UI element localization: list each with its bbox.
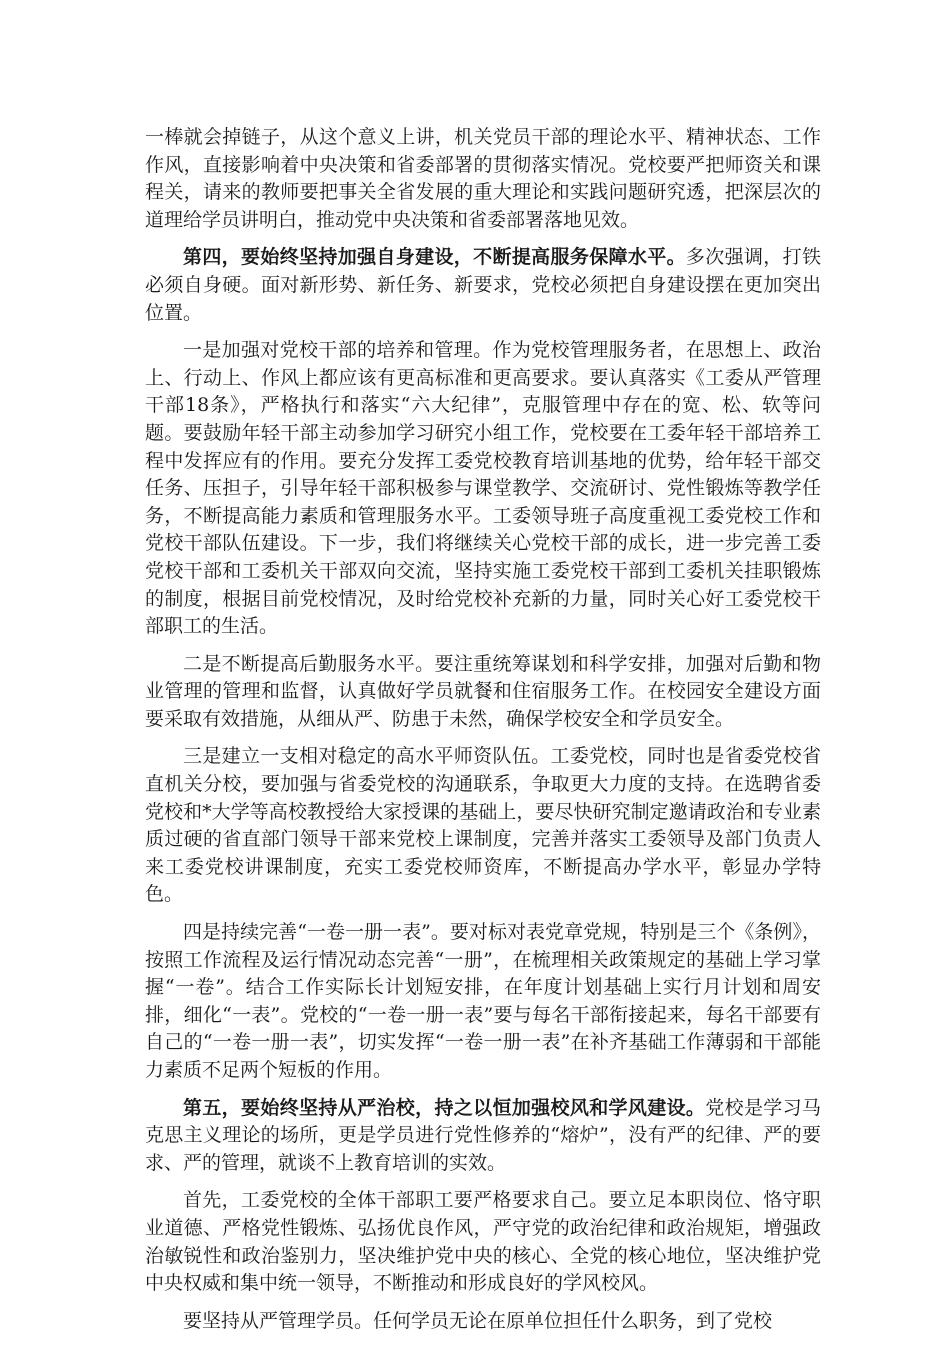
paragraph-5 [145, 743, 821, 909]
paragraph-7 [145, 1095, 821, 1178]
paragraph-8 [145, 1187, 821, 1297]
paragraph-body: 党校是学习马克思主义理论的场所，更是学员进行党性修养的“熔炉”，没有严的纪律、严的要求、严的管理，就谈不上教育培训的实效。 [145, 1096, 821, 1174]
paragraph-body: 一是加强对党校干部的培养和管理。作为党校管理服务者，在思想上、政治上、行动上、作风上都应该有更高标准和更高要求。要认真落实《工委从严管理干部18条》，严格执行和落实“六大纪律”，克服管理中存在的宽、松、软等问题。要鼓励年轻干部主动参加学习研究小组工作，党校要在工委年轻干部培养工程中发挥应有的作用。要充分发挥工委党校教育培训基地的优势，给年轻干部交任务、压担子，引导年轻干部积极参与课堂教学、交流研讨、党性锻炼等教学任务，不断提高能力素质和管理服务水平。工委领导班子高度重视工委党校工作和党校干部队伍建设。下一步，我们将继续关心党校干部的成长，进一步完善工委党校干部和工委机关干部双向交流，坚持实施工委党校干部到工委机关挂职锻炼的制度，根据目前党校情况，及时给党校补充新的力量，同时关心好工委党校干部职工的生活。 [145, 339, 821, 638]
paragraph-body: 一棒就会掉链子，从这个意义上讲，机关党员干部的理论水平、精神状态、工作作风，直接影响着中央决策和省委部署的贯彻落实情况。党校要严把师资关和课程关，请来的教师要把事关全省发展的重大理论和实践问题研究透，把深层次的道理给学员讲明白，推动党中央决策和省委部署落地见效。 [145, 126, 821, 231]
paragraph-4 [145, 651, 821, 734]
paragraph-1 [145, 124, 821, 234]
paragraph-3 [145, 337, 821, 641]
paragraph-6 [145, 919, 821, 1085]
paragraph-9 [145, 1308, 821, 1336]
paragraph-body: 二是不断提高后勤服务水平。要注重统筹谋划和科学安排，加强对后勤和物业管理的管理和监督，认真做好学员就餐和住宿服务工作。在校园安全建设方面要采取有效措施，从细从严、防患于未然，确保学校安全和学员安全。 [145, 652, 821, 730]
paragraph-body: 三是建立一支相对稳定的高水平师资队伍。工委党校，同时也是省委党校省直机关分校，要加强与省委党校的沟通联系，争取更大力度的支持。在选聘省委党校和*大学等高校教授给大家授课的基础上，要尽快研究制定邀请政治和专业素质过硬的省直部门领导干部来党校上课制度，完善并落实工委领导及部门负责人来工委党校讲课制度，充实工委党校师资库，不断提高办学水平，彰显办学特色。 [145, 745, 821, 906]
document-page [145, 124, 821, 1345]
paragraph-2 [145, 244, 821, 327]
paragraph-body: 多次强调，打铁必须自身硬。面对新形势、新任务、新要求，党校必须把自身建设摆在更加突出位置。 [145, 246, 821, 324]
paragraph-body: 首先，工委党校的全体干部职工要严格要求自己。要立足本职岗位、恪守职业道德、严格党性锻炼、弘扬优良作风，严守党的政治纪律和政治规矩，增强政治敏锐性和政治鉴别力，坚决维护党中央的核心、全党的核心地位，坚决维护党中央权威和集中统一领导，不断推动和形成良好的学风校风。 [145, 1189, 821, 1295]
paragraph-body: 要坚持从严管理学员。任何学员无论在原单位担任什么职务，到了党校 [183, 1309, 773, 1332]
paragraph-heading: 第四，要始终坚持加强自身建设，不断提高服务保障水平。 [183, 246, 686, 269]
paragraph-heading: 第五，要始终坚持从严治校，持之以恒加强校风和学风建设。 [183, 1096, 706, 1119]
paragraph-body: 四是持续完善“一卷一册一表”。要对标对表党章党规，特别是三个《条例》，按照工作流程及运行情况动态完善“一册”，在梳理相关政策规定的基础上学习掌握“一卷”。结合工作实际长计划短安排，在年度计划基础上实行月计划和周安排，细化“一表”。党校的“一卷一册一表”要与每名干部衔接起来，每名干部要有自己的“一卷一册一表”，切实发挥“一卷一册一表”在补齐基础工作薄弱和干部能力素质不足两个短板的作用。 [145, 921, 821, 1081]
